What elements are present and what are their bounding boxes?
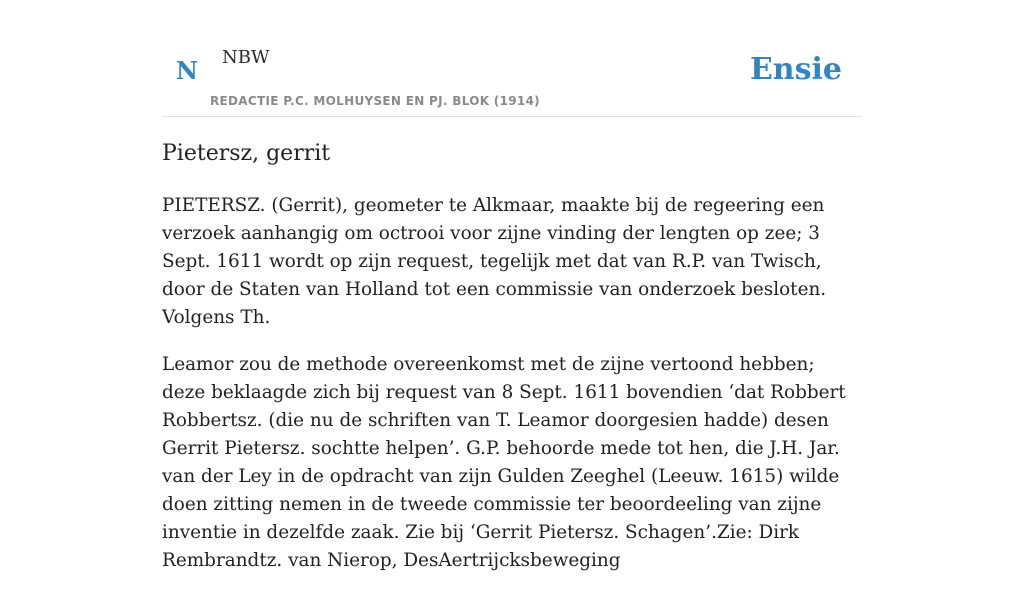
brand-logo-link[interactable]: Ensie	[749, 52, 842, 87]
source-logo-icon[interactable]: N	[176, 56, 198, 85]
article-body	[162, 192, 862, 594]
article-paragraph: Leamor zou de methode overeenkomst met de zijne vertoond hebben; deze beklaagde zich bij request van 8 Sept. 1611 bovendien ‘dat Robbert Robbertsz. (die nu de schriften van T. Leamor doorgesien hadde) desen Gerrit Pietersz. sochtte helpen’. G.P. behoorde mede tot hen, die J.H. Jar. van der Ley in de opdracht van zijn Gulden Zeeghel (Leeuw. 1615) wilde doen zitting nemen in de tweede commissie ter beoordeeling van zijne inventie in dezelfde zaak. Zie bij ‘Gerrit Pietersz. Schagen’.Zie: Dirk Rembrandtz. van Nierop, DesAertrijcksbeweging	[162, 354, 846, 571]
article-paragraph: PIETERSZ. (Gerrit), geometer te Alkmaar, maakte bij de regeering een verzoek aanhangig om octrooi voor zijne vinding der lengten op zee; 3 Sept. 1611 wordt op zijn request, tegelijk met dat van R.P. van Twisch, door de Staten van Holland tot een commissie van onderzoek besloten. Volgens Th.	[162, 195, 827, 328]
source-name[interactable]: NBW	[222, 47, 270, 68]
source-subtitle: REDACTIE P.C. MOLHUYSEN EN PJ. BLOK (1914)	[210, 94, 540, 108]
header	[162, 0, 862, 117]
article-title: Pietersz, gerrit	[162, 141, 331, 166]
